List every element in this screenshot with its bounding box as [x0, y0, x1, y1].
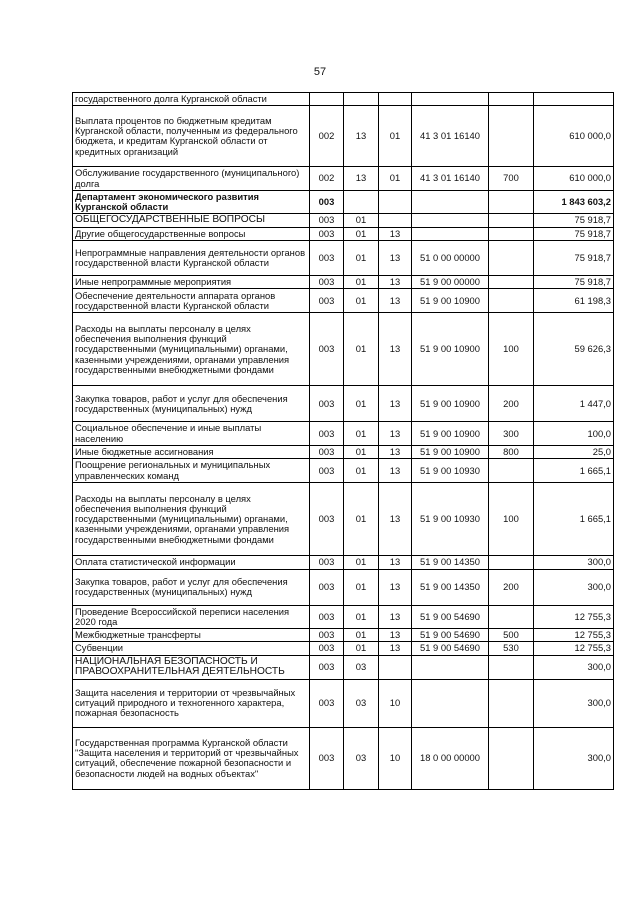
cell-subsection-code: 13 — [379, 313, 412, 386]
cell-target-article: 41 3 01 16140 — [412, 167, 489, 191]
cell-target-article — [412, 655, 489, 679]
budget-table — [72, 92, 614, 790]
cell-ministry-code: 003 — [310, 241, 344, 276]
cell-expense-type: 100 — [489, 313, 534, 386]
cell-expense-type — [489, 214, 534, 227]
cell-subsection-code: 10 — [379, 727, 412, 789]
cell-target-article: 51 9 00 14350 — [412, 556, 489, 569]
cell-subsection-code: 10 — [379, 679, 412, 727]
cell-name: Непрограммные направления деятельности органов государственной власти Курганской области — [73, 241, 310, 276]
cell-amount: 25,0 — [534, 445, 614, 458]
cell-section-code: 01 — [344, 629, 379, 642]
table-row — [73, 727, 614, 789]
cell-expense-type — [489, 556, 534, 569]
cell-amount: 75 918,7 — [534, 214, 614, 227]
cell-subsection-code: 13 — [379, 241, 412, 276]
cell-target-article: 51 9 00 10900 — [412, 313, 489, 386]
cell-section-code: 01 — [344, 289, 379, 313]
cell-name: НАЦИОНАЛЬНАЯ БЕЗОПАСНОСТЬ И ПРАВООХРАНИТЕЛЬНАЯ ДЕЯТЕЛЬНОСТЬ — [73, 655, 310, 679]
table-row — [73, 569, 614, 605]
cell-target-article: 51 9 00 54690 — [412, 642, 489, 655]
cell-expense-type — [489, 241, 534, 276]
cell-target-article — [412, 190, 489, 214]
cell-subsection-code — [379, 655, 412, 679]
cell-subsection-code: 13 — [379, 556, 412, 569]
cell-ministry-code: 003 — [310, 556, 344, 569]
cell-ministry-code: 003 — [310, 190, 344, 214]
cell-name: Проведение Всероссийской переписи населения 2020 года — [73, 605, 310, 629]
cell-subsection-code: 13 — [379, 445, 412, 458]
cell-section-code: 01 — [344, 459, 379, 483]
cell-name: Межбюджетные трансферты — [73, 629, 310, 642]
table-row — [73, 289, 614, 313]
cell-ministry-code: 003 — [310, 483, 344, 556]
cell-amount: 12 755,3 — [534, 642, 614, 655]
cell-amount: 12 755,3 — [534, 629, 614, 642]
cell-name: Расходы на выплаты персоналу в целях обеспечения выполнения функций государственными (муниципальными) органами, казенными учреждениями, органами управления государственными внебюджетными фондами — [73, 483, 310, 556]
cell-ministry-code: 003 — [310, 422, 344, 446]
cell-section-code: 03 — [344, 655, 379, 679]
cell-amount: 75 918,7 — [534, 276, 614, 289]
cell-section-code: 01 — [344, 445, 379, 458]
table-row — [73, 227, 614, 240]
cell-section-code: 01 — [344, 386, 379, 422]
cell-expense-type — [489, 93, 534, 106]
cell-amount: 75 918,7 — [534, 227, 614, 240]
cell-name: Обеспечение деятельности аппарата органов государственной власти Курганской области — [73, 289, 310, 313]
cell-expense-type — [489, 106, 534, 167]
cell-name: Иные непрограммные мероприятия — [73, 276, 310, 289]
cell-subsection-code: 13 — [379, 276, 412, 289]
cell-target-article: 51 9 00 10930 — [412, 483, 489, 556]
cell-subsection-code: 13 — [379, 569, 412, 605]
cell-section-code: 13 — [344, 167, 379, 191]
cell-amount: 300,0 — [534, 569, 614, 605]
cell-section-code: 03 — [344, 727, 379, 789]
cell-subsection-code — [379, 190, 412, 214]
cell-subsection-code: 13 — [379, 459, 412, 483]
cell-ministry-code: 003 — [310, 727, 344, 789]
table-row — [73, 629, 614, 642]
cell-subsection-code: 13 — [379, 386, 412, 422]
table-row — [73, 93, 614, 106]
cell-section-code: 01 — [344, 313, 379, 386]
cell-ministry-code: 003 — [310, 386, 344, 422]
table-row — [73, 276, 614, 289]
cell-expense-type — [489, 655, 534, 679]
cell-name: Государственная программа Курганской области "Защита населения и территорий от чрезвычайных ситуаций, обеспечение пожарной безопасности и безопасности людей на водных объектах" — [73, 727, 310, 789]
cell-expense-type — [489, 289, 534, 313]
table-row — [73, 190, 614, 214]
cell-target-article: 51 9 00 10900 — [412, 445, 489, 458]
cell-subsection-code: 13 — [379, 227, 412, 240]
cell-expense-type — [489, 190, 534, 214]
table-row — [73, 445, 614, 458]
cell-target-article: 51 9 00 54690 — [412, 629, 489, 642]
cell-expense-type — [489, 605, 534, 629]
table-row — [73, 679, 614, 727]
cell-expense-type: 100 — [489, 483, 534, 556]
cell-expense-type — [489, 727, 534, 789]
cell-name: Другие общегосударственные вопросы — [73, 227, 310, 240]
cell-target-article: 51 9 00 00000 — [412, 276, 489, 289]
cell-target-article: 41 3 01 16140 — [412, 106, 489, 167]
cell-section-code: 01 — [344, 556, 379, 569]
cell-amount: 61 198,3 — [534, 289, 614, 313]
cell-ministry-code — [310, 93, 344, 106]
table-row — [73, 642, 614, 655]
cell-ministry-code: 003 — [310, 642, 344, 655]
cell-expense-type: 700 — [489, 167, 534, 191]
cell-amount: 1 843 603,2 — [534, 190, 614, 214]
cell-ministry-code: 003 — [310, 605, 344, 629]
cell-section-code: 01 — [344, 227, 379, 240]
cell-target-article: 51 9 00 54690 — [412, 605, 489, 629]
cell-amount: 1 665,1 — [534, 483, 614, 556]
cell-section-code: 13 — [344, 106, 379, 167]
cell-ministry-code: 003 — [310, 629, 344, 642]
table-row — [73, 313, 614, 386]
cell-ministry-code: 003 — [310, 214, 344, 227]
table-row — [73, 167, 614, 191]
cell-subsection-code: 13 — [379, 289, 412, 313]
cell-amount: 300,0 — [534, 655, 614, 679]
cell-name: ОБЩЕГОСУДАРСТВЕННЫЕ ВОПРОСЫ — [73, 214, 310, 227]
cell-subsection-code — [379, 93, 412, 106]
cell-subsection-code: 13 — [379, 605, 412, 629]
table-row — [73, 422, 614, 446]
page-number: 57 — [313, 66, 327, 78]
cell-name: Выплата процентов по бюджетным кредитам Курганской области, полученным из федерального бюджета, и кредитам Курганской области от кредитных организаций — [73, 106, 310, 167]
cell-amount: 12 755,3 — [534, 605, 614, 629]
cell-section-code — [344, 93, 379, 106]
cell-ministry-code: 003 — [310, 679, 344, 727]
cell-expense-type — [489, 227, 534, 240]
table-row — [73, 241, 614, 276]
cell-section-code: 03 — [344, 679, 379, 727]
cell-name: Иные бюджетные ассигнования — [73, 445, 310, 458]
cell-ministry-code: 003 — [310, 655, 344, 679]
cell-subsection-code: 13 — [379, 629, 412, 642]
cell-section-code — [344, 190, 379, 214]
cell-subsection-code: 01 — [379, 167, 412, 191]
cell-subsection-code — [379, 214, 412, 227]
cell-expense-type — [489, 679, 534, 727]
cell-amount — [534, 93, 614, 106]
table-row — [73, 106, 614, 167]
cell-ministry-code: 003 — [310, 276, 344, 289]
cell-target-article: 51 9 00 10900 — [412, 386, 489, 422]
cell-amount: 300,0 — [534, 727, 614, 789]
cell-section-code: 01 — [344, 276, 379, 289]
cell-target-article — [412, 93, 489, 106]
cell-amount: 1 447,0 — [534, 386, 614, 422]
cell-section-code: 01 — [344, 214, 379, 227]
cell-expense-type — [489, 276, 534, 289]
cell-name: Закупка товаров, работ и услуг для обеспечения государственных (муниципальных) нужд — [73, 386, 310, 422]
cell-name: Обслуживание государственного (муниципального) долга — [73, 167, 310, 191]
cell-target-article — [412, 227, 489, 240]
cell-expense-type: 300 — [489, 422, 534, 446]
cell-section-code: 01 — [344, 422, 379, 446]
cell-amount: 300,0 — [534, 556, 614, 569]
cell-amount: 610 000,0 — [534, 106, 614, 167]
cell-expense-type — [489, 459, 534, 483]
cell-expense-type: 530 — [489, 642, 534, 655]
cell-name: государственного долга Курганской области — [73, 93, 310, 106]
cell-ministry-code: 003 — [310, 313, 344, 386]
cell-subsection-code: 13 — [379, 642, 412, 655]
cell-ministry-code: 003 — [310, 569, 344, 605]
table-row — [73, 655, 614, 679]
cell-target-article: 51 9 00 10930 — [412, 459, 489, 483]
table-row — [73, 605, 614, 629]
cell-section-code: 01 — [344, 241, 379, 276]
cell-ministry-code: 003 — [310, 459, 344, 483]
cell-target-article: 51 9 00 10900 — [412, 422, 489, 446]
cell-ministry-code: 002 — [310, 106, 344, 167]
cell-amount: 1 665,1 — [534, 459, 614, 483]
cell-name: Социальное обеспечение и иные выплаты населению — [73, 422, 310, 446]
cell-amount: 300,0 — [534, 679, 614, 727]
cell-name: Поощрение региональных и муниципальных управленческих команд — [73, 459, 310, 483]
cell-target-article — [412, 214, 489, 227]
cell-name: Оплата статистической информации — [73, 556, 310, 569]
cell-subsection-code: 13 — [379, 422, 412, 446]
cell-target-article: 51 9 00 10900 — [412, 289, 489, 313]
cell-name: Защита населения и территории от чрезвычайных ситуаций природного и техногенного характера, пожарная безопасность — [73, 679, 310, 727]
cell-subsection-code: 13 — [379, 483, 412, 556]
table-row — [73, 556, 614, 569]
cell-expense-type: 200 — [489, 569, 534, 605]
cell-ministry-code: 003 — [310, 227, 344, 240]
cell-name: Расходы на выплаты персоналу в целях обеспечения выполнения функций государственными (муниципальными) органами, казенными учреждениями, органами управления государственными внебюджетными фондами — [73, 313, 310, 386]
table-row — [73, 386, 614, 422]
cell-amount: 610 000,0 — [534, 167, 614, 191]
cell-amount: 75 918,7 — [534, 241, 614, 276]
cell-target-article — [412, 679, 489, 727]
cell-target-article: 18 0 00 00000 — [412, 727, 489, 789]
cell-expense-type: 200 — [489, 386, 534, 422]
cell-ministry-code: 003 — [310, 289, 344, 313]
cell-section-code: 01 — [344, 642, 379, 655]
cell-ministry-code: 002 — [310, 167, 344, 191]
cell-target-article: 51 0 00 00000 — [412, 241, 489, 276]
cell-target-article: 51 9 00 14350 — [412, 569, 489, 605]
table-row — [73, 483, 614, 556]
cell-section-code: 01 — [344, 569, 379, 605]
cell-ministry-code: 003 — [310, 445, 344, 458]
cell-expense-type: 500 — [489, 629, 534, 642]
cell-name: Субвенции — [73, 642, 310, 655]
cell-name: Департамент экономического развития Курганской области — [73, 190, 310, 214]
cell-amount: 100,0 — [534, 422, 614, 446]
cell-amount: 59 626,3 — [534, 313, 614, 386]
table-row — [73, 214, 614, 227]
cell-expense-type: 800 — [489, 445, 534, 458]
table-row — [73, 459, 614, 483]
cell-name: Закупка товаров, работ и услуг для обеспечения государственных (муниципальных) нужд — [73, 569, 310, 605]
cell-section-code: 01 — [344, 605, 379, 629]
cell-subsection-code: 01 — [379, 106, 412, 167]
cell-section-code: 01 — [344, 483, 379, 556]
budget-table-body — [73, 93, 614, 790]
